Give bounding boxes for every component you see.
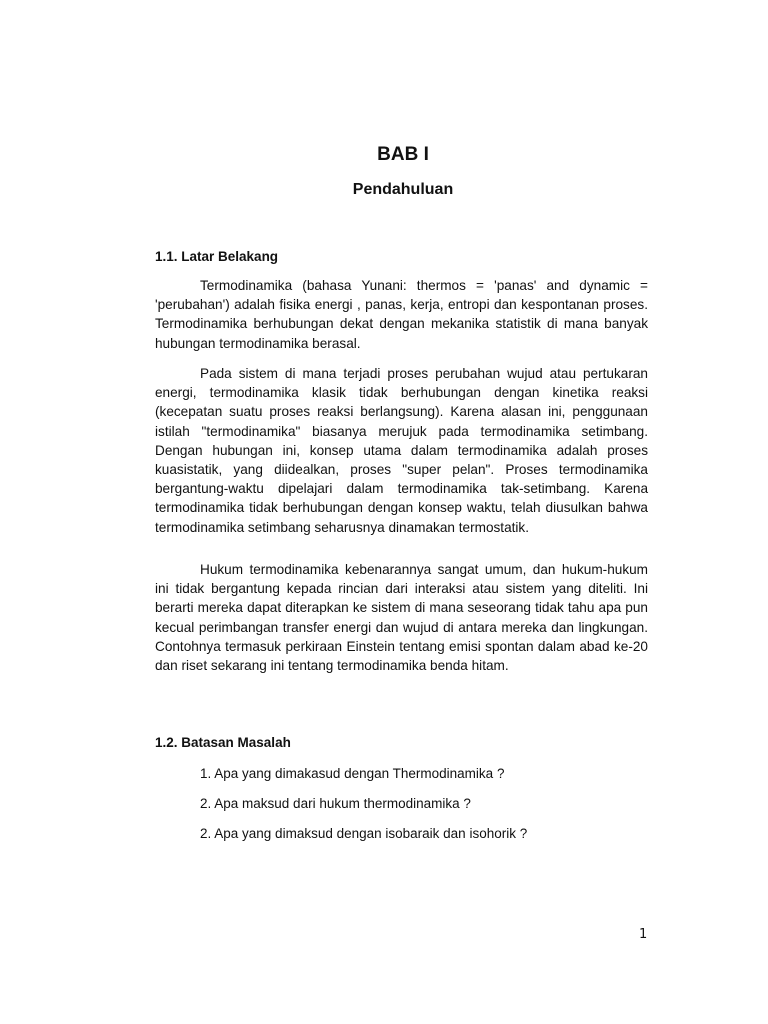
section-heading-batasan-masalah: 1.2. Batasan Masalah (155, 735, 291, 750)
section-heading-latar-belakang: 1.1. Latar Belakang (155, 249, 279, 264)
paragraph-3: Hukum termodinamika kebenarannya sangat umum, dan hukum-hukum ini tidak bergantung kepada rincian dari interaksi atau sistem yang diteliti. Ini berarti mereka dapat diterapkan ke sistem di mana seseorang tidak tahu apa pun kecual perimbangan transfer energi dan wujud di antara mereka dan lingkungan. Contohnya termasuk perkiraan Einstein tentang emisi spontan dalam abad ke-20 dan riset sekarang ini tentang termodinamika benda hitam. (155, 562, 648, 674)
chapter-heading: BAB I (377, 144, 429, 165)
list-item: 2. Apa maksud dari hukum thermodinamika ? (200, 796, 471, 811)
paragraph-1: Termodinamika (bahasa Yunani: thermos = 'panas' and dynamic = 'perubahan') adalah fisika energi , panas, kerja, entropi dan kespontanan proses. Termodinamika berhubungan dekat dengan mekanika statistik di mana banyak hubungan termodinamika berasal. (155, 278, 648, 351)
paragraph-2: Pada sistem di mana terjadi proses perubahan wujud atau pertukaran energi, termodinamika klasik tidak berhubungan dengan kinetika reaksi (kecepatan suatu proses reaksi berlangsung). Karena alasan ini, penggunaan istilah "termodinamika" biasanya merujuk pada termodinamika setimbang. Dengan hubungan ini, konsep utama dalam termodinamika adalah proses kuasistatik, yang diidealkan, proses "super pelan". Proses termodinamika bergantung-waktu dipelajari dalam termodinamika tak-setimbang. Karena termodinamika tidak berhubungan dengan konsep waktu, telah diusulkan bahwa termodinamika setimbang seharusnya dinamakan termostatik. (155, 366, 648, 535)
list-item: 1. Apa yang dimakasud dengan Thermodinamika ? (200, 766, 505, 781)
list-item: 2. Apa yang dimaksud dengan isobaraik dan isohorik ? (200, 826, 528, 841)
chapter-title: Pendahuluan (352, 181, 454, 198)
page-number: 1 (639, 927, 648, 942)
